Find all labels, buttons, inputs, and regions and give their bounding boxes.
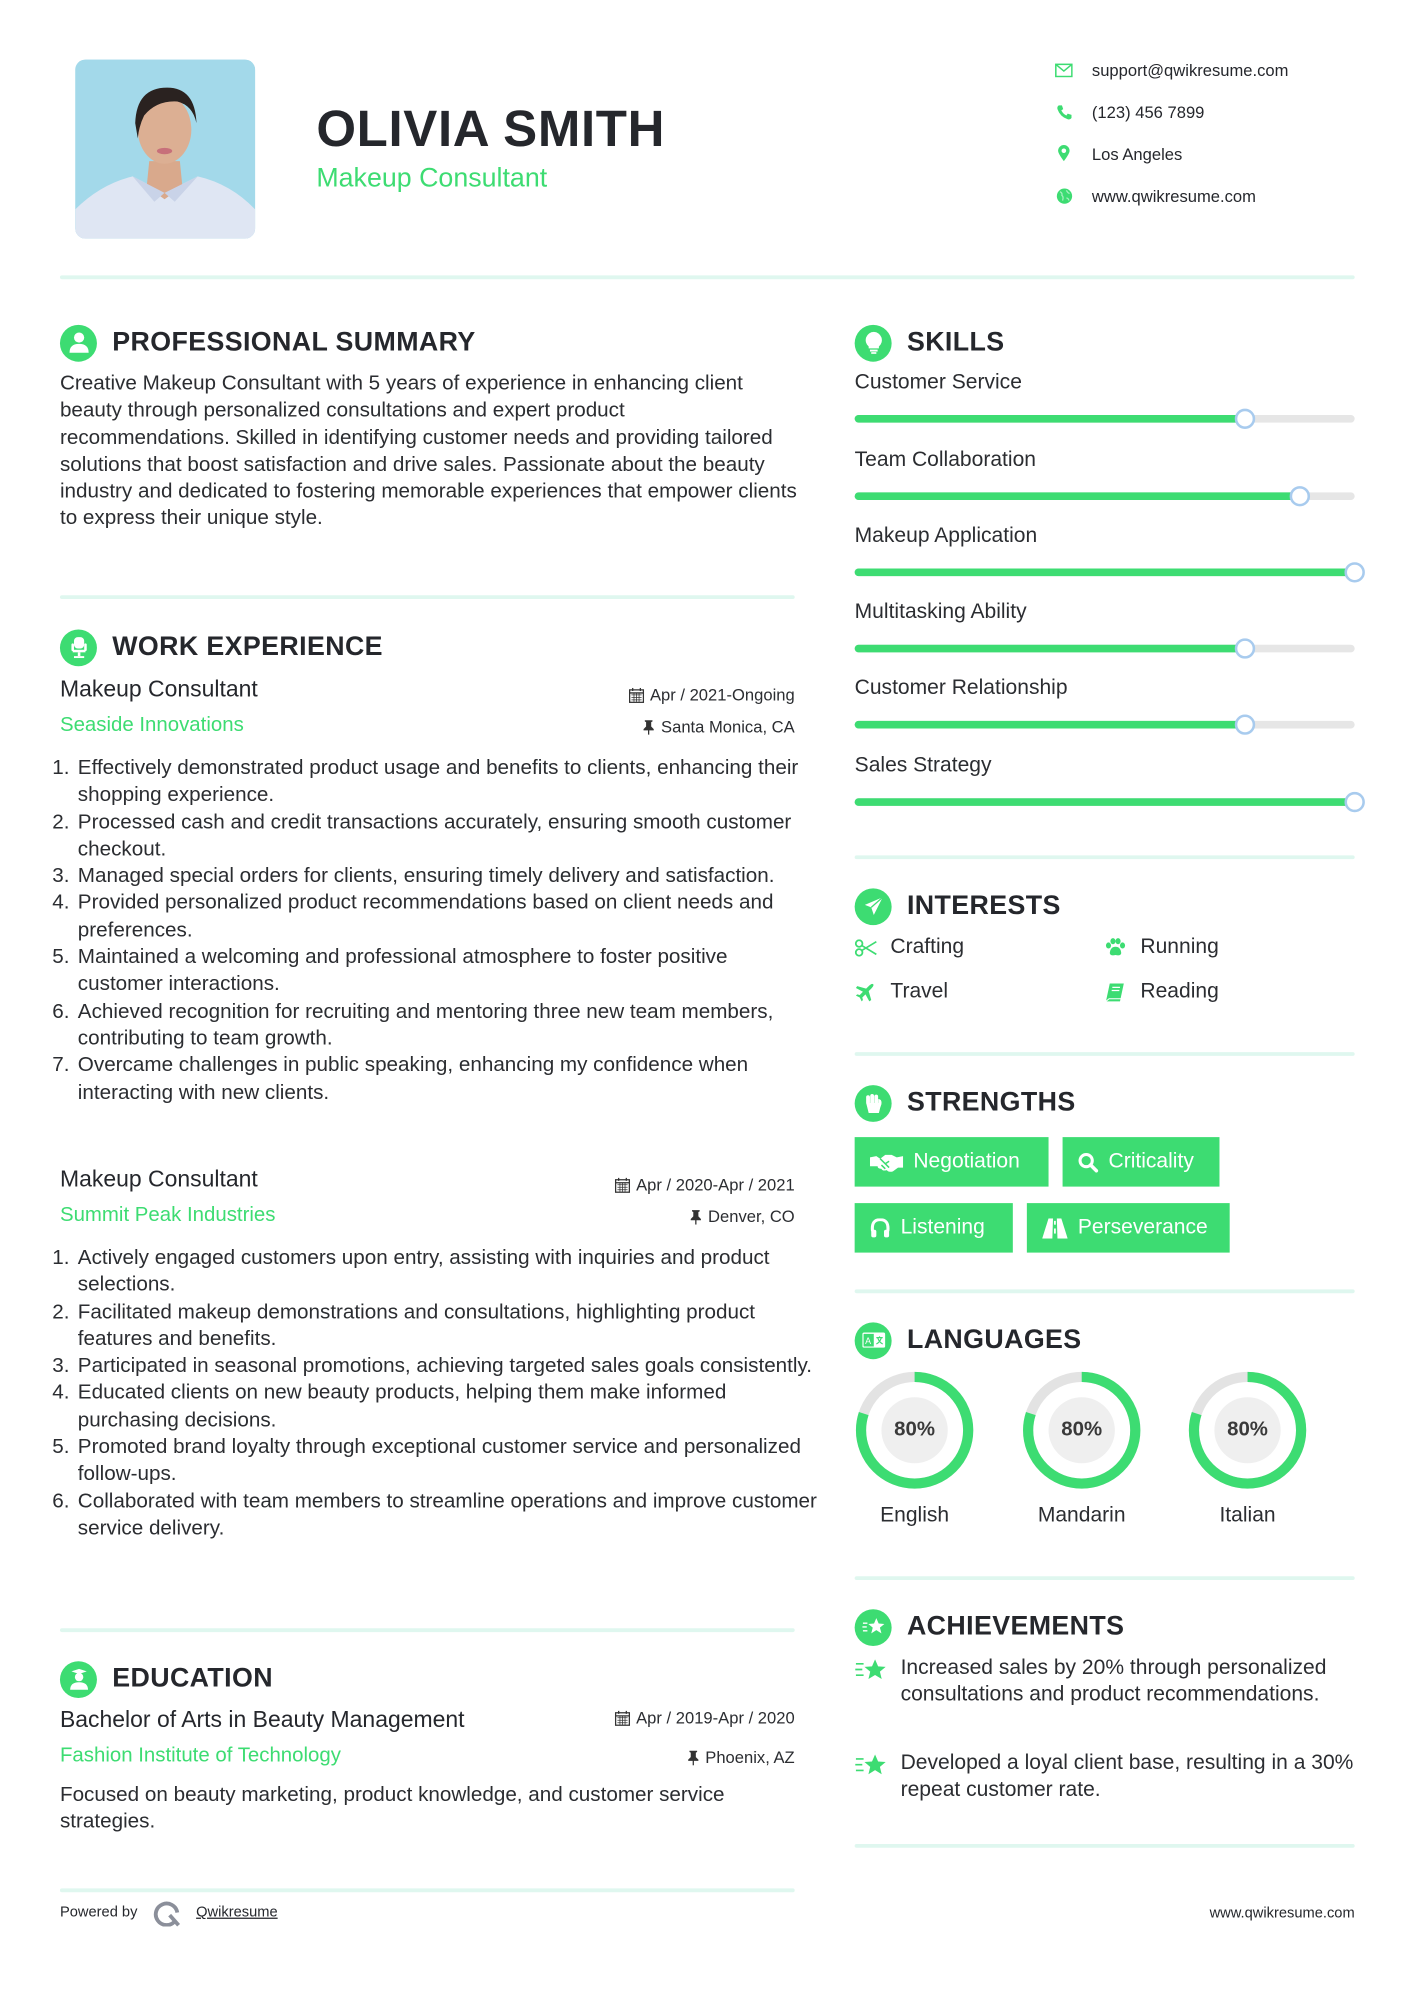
skill-label: Team Collaboration [854,447,1037,471]
strengths-heading-text: STRENGTHS [906,1087,1076,1117]
school-name: Fashion Institute of Technology [59,1745,341,1767]
education-dates-text: Apr / 2019-Apr / 2020 [636,1708,795,1728]
bullet-text: Actively engaged customers upon entry, assisting with inquiries and product selections. [77,1246,770,1297]
paw-icon [1105,938,1131,957]
interest-label: Reading [1140,979,1219,1003]
job-title: Makeup Consultant [59,1166,258,1192]
job-location [690,1207,794,1226]
interest-item [855,935,964,959]
interest-item [1105,980,1219,1004]
bullet-number: 3. [52,1354,70,1378]
skill-bar [855,569,1355,577]
bullet-item [52,1052,818,1106]
skill-bar-knob [1289,486,1309,506]
interest-item [1105,935,1219,959]
job-dates [628,685,794,704]
globe-icon [1054,185,1074,205]
interest-label: Running [1140,935,1219,959]
skills-heading [855,324,1005,362]
skill-bar-fill [855,798,1355,806]
bullet-number: 3. [52,864,70,888]
bullet-item [52,1488,818,1542]
bullet-item [52,998,818,1052]
envelope-icon [1054,60,1074,80]
bullet-item [52,1434,818,1488]
achievement-text: Increased sales by 20% through personalized consultations and product recommendations. [900,1656,1327,1707]
bullet-item [52,1245,818,1299]
strength-label: Perseverance [1077,1215,1208,1239]
svg-text:A: A [864,1335,871,1346]
strength-label: Listening [900,1215,985,1239]
experience-heading [60,628,383,666]
fist-icon [855,1084,892,1121]
bullet-text: Collaborated with team members to streamline operations and improve customer service delivery. [77,1489,817,1540]
education-location-text: Phoenix, AZ [705,1747,795,1767]
job-dates-text: Apr / 2020-Apr / 2021 [636,1175,795,1195]
bullet-number: 2. [52,1300,70,1324]
strength-tag [855,1203,1013,1252]
skill-bar-knob [1234,715,1254,735]
skill-bar [855,798,1355,806]
languages-heading [855,1321,1082,1359]
bullet-text: Facilitated makeup demonstrations and consultations, highlighting product features and benefits. [77,1300,756,1351]
bullet-item [52,809,818,863]
skill-bar-fill [855,415,1245,423]
education-divider [60,1888,795,1892]
bullet-number: 1. [52,1246,70,1270]
languages-divider [855,1576,1355,1580]
thumbtack-icon [643,719,654,734]
skill-bar [855,645,1355,653]
bullet-text: Managed special orders for clients, ensuring timely delivery and satisfaction. [77,864,775,888]
contact-phone-text: (123) 456 7899 [1091,102,1205,122]
powered-by-label: Powered by [59,1904,138,1921]
strength-tag [1063,1137,1220,1186]
bullet-text: Maintained a welcoming and professional atmosphere to foster positive customer interactions. [77,945,728,996]
user-icon [60,324,97,361]
portrait-image [75,60,255,239]
bullet-item [52,944,818,998]
contact-website[interactable] [1054,183,1256,208]
bullet-item [52,1380,818,1434]
calendar-icon [628,687,643,702]
language-name: English [880,1503,950,1527]
language-percent: 80% [1061,1418,1103,1441]
job-entry [52,673,799,1130]
bullet-text: Processed cash and credit transactions accurately, ensuring smooth customer checkout. [77,810,792,861]
calendar-icon [614,1177,629,1192]
footer-powered-by [60,1899,278,1927]
strength-label: Negotiation [913,1149,1020,1173]
candidate-name: OLIVIA SMITH [316,101,666,158]
bullet-item [52,755,818,809]
summary-text: Creative Makeup Consultant with 5 years of experience in enhancing client beauty through personalized consultations and expert product recommendations. Skilled in identifying customer needs and providing tailored solutions that boost satisfaction and drive sales. Passionate about the beauty industry and dedicated to fostering memorable experiences that empower clients to express their unique style. [59,371,797,530]
language-item [1020,1369,1142,1527]
scissors-icon [855,938,881,956]
bullet-text: Educated clients on new beauty products, helping them make informed purchasing decisions. [77,1381,727,1432]
contact-phone[interactable] [1054,99,1205,124]
header-divider [60,275,1355,279]
skill-label: Customer Relationship [854,676,1068,700]
job-location [643,717,795,736]
achievement-item [855,1655,1365,1709]
skill-bar-fill [855,721,1245,729]
skill-label: Makeup Application [854,524,1038,547]
bullet-number: 5. [52,1435,70,1459]
bullet-text: Overcame challenges in public speaking, enhancing my confidence when interacting with new clients. [77,1053,749,1104]
handshake-icon [870,1152,903,1172]
language-item [853,1369,975,1527]
star-icon [855,1750,888,1804]
language-name: Mandarin [1037,1503,1126,1527]
bullet-item [52,890,818,944]
skills-divider [855,855,1355,859]
education-heading-text: EDUCATION [112,1663,273,1693]
profile-photo [75,60,255,239]
thumbtack-icon [687,1749,698,1764]
bullet-text: Participated in seasonal promotions, achieving targeted sales goals consistently. [77,1354,813,1378]
education-dates [614,1708,794,1727]
education-location [687,1748,794,1767]
calendar-icon [614,1710,629,1725]
thumbtack-icon [690,1209,701,1224]
strength-tag [855,1137,1049,1186]
footer-website[interactable]: www.qwikresume.com [1209,1906,1355,1922]
summary-heading [60,324,476,362]
skill-bar-fill [855,492,1300,500]
qwikresume-link[interactable]: Qwikresume [196,1904,278,1921]
skills-heading-text: SKILLS [906,327,1005,357]
education-heading [60,1660,273,1698]
job-company: Summit Peak Industries [59,1204,276,1226]
bullet-number: 6. [52,1489,70,1513]
bullet-number: 4. [52,1381,70,1405]
strengths-heading [855,1084,1076,1122]
job-entry [52,1162,817,1581]
star-badge-icon [855,1609,892,1646]
bullet-number: 6. [52,999,70,1023]
interest-label: Crafting [890,935,965,959]
skill-bar-knob [1344,792,1364,812]
job-bullets [52,1245,818,1542]
contact-location-text: Los Angeles [1091,144,1183,164]
skill-bar [855,415,1355,423]
job-location-text: Santa Monica, CA [661,717,795,737]
qwikresume-logo-icon [153,1899,181,1927]
skill-bar [855,492,1355,500]
achievements-divider [855,1844,1355,1848]
lightbulb-icon [855,324,892,361]
bullet-item [52,863,818,890]
skill-bar-fill [855,645,1245,653]
strength-tag [1027,1203,1230,1252]
paper-plane-icon [855,888,892,925]
education-entry [60,1703,795,1843]
bullet-text: Promoted brand loyalty through exceptional customer service and personalized follow-ups. [77,1435,801,1486]
graduate-icon [60,1661,97,1698]
experience-divider [60,1628,795,1632]
interests-divider [855,1052,1355,1056]
job-dates [614,1175,794,1194]
skill-label: Customer Service [854,370,1022,394]
skill-label: Multitasking Ability [854,600,1027,624]
candidate-title: Makeup Consultant [316,163,548,193]
phone-icon [1054,102,1074,122]
job-title: Makeup Consultant [59,676,258,702]
contact-email-text: support@qwikresume.com [1091,60,1289,80]
language-name: Italian [1219,1503,1276,1527]
road-icon [1042,1218,1068,1238]
language-percent: 80% [894,1418,936,1441]
interests-heading [855,887,1061,925]
bullet-number: 5. [52,945,70,969]
experience-heading-text: WORK EXPERIENCE [112,632,383,662]
bullet-text: Effectively demonstrated product usage and benefits to clients, enhancing their shopping experience. [77,756,799,807]
contact-location [1054,141,1183,166]
skill-bar-knob [1234,638,1254,658]
language-item [1186,1369,1308,1527]
achievements-heading [855,1608,1125,1646]
headphones-icon [870,1218,890,1238]
job-location-text: Denver, CO [708,1206,795,1226]
bullet-number: 2. [52,810,70,834]
bullet-item [52,1353,818,1380]
office-chair-icon [60,629,97,666]
strengths-divider [855,1289,1355,1293]
achievement-item [855,1750,1365,1804]
plane-icon [855,982,881,1002]
language-icon [855,1322,892,1359]
bullet-number: 1. [52,756,70,780]
skill-label: Sales Strategy [854,753,992,777]
languages-heading-text: LANGUAGES [906,1324,1082,1355]
skill-bar-knob [1344,562,1364,582]
bullet-text: Achieved recognition for recruiting and mentoring three new team members, contributing to team growth. [77,999,774,1050]
skill-bar [855,721,1355,729]
job-company: Seaside Innovations [59,714,244,737]
bullet-item [52,1299,818,1353]
language-percent: 80% [1227,1418,1268,1441]
map-pin-icon [1054,143,1074,163]
skill-bar-knob [1234,409,1254,429]
summary-heading-text: PROFESSIONAL SUMMARY [112,327,476,357]
contact-website-text: www.qwikresume.com [1091,185,1256,205]
education-description: Focused on beauty marketing, product knowledge, and customer service strategies. [59,1783,725,1833]
summary-divider [60,595,795,599]
interests-heading-text: INTERESTS [906,890,1061,921]
book-icon [1105,982,1131,1002]
achievements-heading-text: ACHIEVEMENTS [906,1611,1125,1641]
skill-bar-fill [855,569,1355,577]
achievement-text: Developed a loyal client base, resulting in a 30% repeat customer rate. [900,1751,1354,1802]
bullet-number: 4. [52,891,70,915]
contact-email[interactable] [1054,57,1289,82]
interest-label: Travel [890,979,949,1003]
star-icon [855,1655,888,1709]
search-icon [1078,1152,1098,1172]
job-dates-text: Apr / 2021-Ongoing [649,685,795,705]
degree-title: Bachelor of Arts in Beauty Management [59,1706,465,1733]
bullet-number: 7. [52,1053,70,1077]
job-bullets [52,755,818,1106]
interest-item [855,980,948,1004]
strength-label: Criticality [1108,1149,1194,1173]
bullet-text: Provided personalized product recommendations based on client needs and preferences. [77,891,774,942]
